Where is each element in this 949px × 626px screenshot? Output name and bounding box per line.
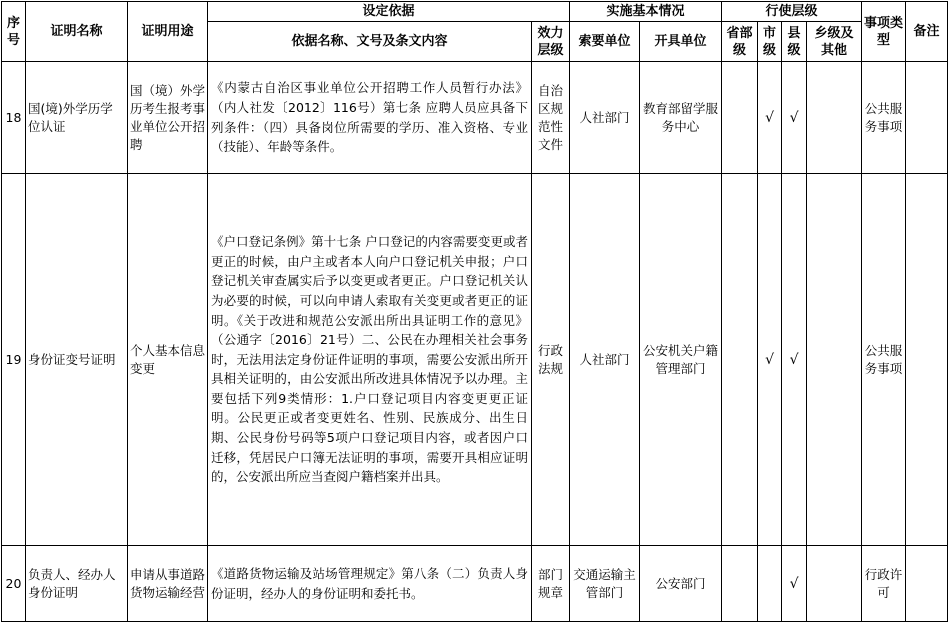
row-seq: 19: [2, 174, 26, 546]
row-province-check: [722, 62, 758, 174]
header-purpose: 证明用途: [128, 2, 208, 62]
table-row: [2, 174, 948, 546]
row-name: 负责人、经办人身份证明: [26, 546, 128, 622]
row-name: 身份证变号证明: [26, 174, 128, 546]
row-item-type: 公共服务事项: [862, 62, 906, 174]
row-basis: 《户口登记条例》第十七条 户口登记的内容需要变更或者更正的时候，由户主或者本人向户口登记机关申报；户口登记机关审查属实后予以变更或者更正。户口登记机关认为必要的时候，可以向申请人索取有关变更或者更正的证明。《关于改进和规范公安派出所出具证明工作的意见》（公通字〔2016〕21号）二、公民在办理相关社会事务时，无法用法定身份证件证明的事项，需要公安派出所开具相关证明的，由公安派出所改进具体情况予以办理。主要包括下列9类情形：1.户口登记项目内容变更更正证明。公民更正或者变更姓名、性别、民族成分、出生日期、公民身份号码等5项户口登记项目内容，或者因户口迁移，凭居民户口簿无法证明的事项，需要开具相应证明的，公安派出所应当查阅户籍档案并出具。: [208, 174, 532, 546]
header-county: 县级: [782, 22, 807, 62]
row-city-check: √: [758, 174, 782, 546]
row-issue-unit: 公安机关户籍管理部门: [640, 174, 722, 546]
header-province: 省部级: [722, 22, 758, 62]
row-issue-unit: 教育部留学服务中心: [640, 62, 722, 174]
row-item-type: 公共服务事项: [862, 174, 906, 546]
row-county-check: √: [782, 546, 807, 622]
header-effect-level: 效力层级: [532, 22, 570, 62]
certificate-table: [1, 1, 948, 622]
row-note: [906, 174, 948, 546]
row-city-check: √: [758, 62, 782, 174]
row-seq: 20: [2, 546, 26, 622]
header-township: 乡级及其他: [807, 22, 862, 62]
row-note: [906, 546, 948, 622]
row-purpose: 申请从事道路货物运输经营: [128, 546, 208, 622]
row-note: [906, 62, 948, 174]
row-city-check: [758, 546, 782, 622]
row-request-unit: 人社部门: [570, 62, 640, 174]
header-item-type: 事项类型: [862, 2, 906, 62]
header-basis-text: 依据名称、文号及条文内容: [208, 22, 532, 62]
table-row: [2, 546, 948, 622]
row-item-type: 行政许可: [862, 546, 906, 622]
row-effect-level: 行政法规: [532, 174, 570, 546]
row-township-check: [807, 546, 862, 622]
row-county-check: √: [782, 174, 807, 546]
header-issue-unit: 开具单位: [640, 22, 722, 62]
row-effect-level: 自治区规范性文件: [532, 62, 570, 174]
row-purpose: 国（境）外学历考生报考事业单位公开招聘: [128, 62, 208, 174]
header-note: 备注: [906, 2, 948, 62]
row-request-unit: 人社部门: [570, 174, 640, 546]
row-province-check: [722, 546, 758, 622]
row-county-check: √: [782, 62, 807, 174]
header-city: 市级: [758, 22, 782, 62]
row-basis: 《内蒙古自治区事业单位公开招聘工作人员暂行办法》（内人社发〔2012〕116号）第七条 应聘人员应具备下列条件：（四）具备岗位所需要的学历、准入资格、专业（技能）、年龄等条件。: [208, 62, 532, 174]
table-row: [2, 62, 948, 174]
header-level-group: 行使层级: [722, 2, 862, 22]
header-name: 证明名称: [26, 2, 128, 62]
row-township-check: [807, 174, 862, 546]
row-effect-level: 部门规章: [532, 546, 570, 622]
row-name: 国(境)外学历学位认证: [26, 62, 128, 174]
row-issue-unit: 公安部门: [640, 546, 722, 622]
row-purpose: 个人基本信息变更: [128, 174, 208, 546]
row-basis: 《道路货物运输及站场管理规定》第八条（二）负责人身份证明，经办人的身份证明和委托书。: [208, 546, 532, 622]
header-impl-group: 实施基本情况: [570, 2, 722, 22]
row-township-check: [807, 62, 862, 174]
header-seq: 序号: [2, 2, 26, 62]
header-request-unit: 索要单位: [570, 22, 640, 62]
row-request-unit: 交通运输主管部门: [570, 546, 640, 622]
header-basis-group: 设定依据: [208, 2, 570, 22]
row-province-check: [722, 174, 758, 546]
row-seq: 18: [2, 62, 26, 174]
